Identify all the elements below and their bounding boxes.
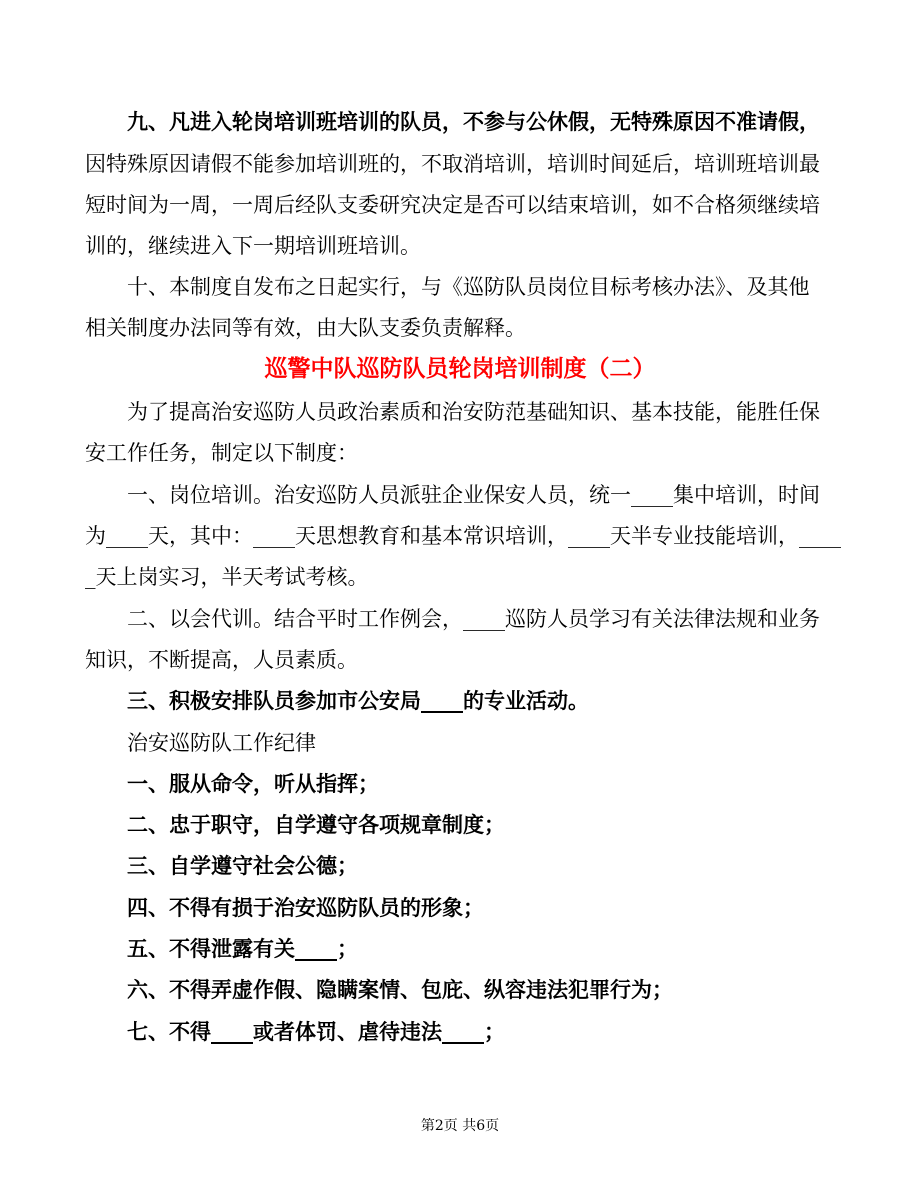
item-one-line-3: _天上岗实习，半天考试考核。 xyxy=(85,565,369,589)
discipline-rule-7: 七、不得____或者体罚、虐待违法____； xyxy=(127,1019,505,1044)
discipline-rule-4: 四、不得有损于治安巡防队员的形象； xyxy=(127,895,484,920)
paragraph-ten-line-2: 相关制度办法同等有效，由大队支委负责解释。 xyxy=(85,316,526,340)
item-one-line-1: 一、岗位培训。治安巡防人员派驻企业保安人员，统一____集中培训，时间 xyxy=(127,483,820,507)
paragraph-nine-line-1: 九、凡进入轮岗培训班培训的队员，不参与公休假，无特殊原因不准请假， xyxy=(127,109,820,134)
discipline-heading: 治安巡防队工作纪律 xyxy=(127,731,316,755)
item-one-line-2: 为____天，其中：____天思想教育和基本常识培训，____天半专业技能培训，____ xyxy=(85,524,841,548)
paragraph-nine-line-4: 训的，继续进入下一期培训班培训。 xyxy=(85,234,421,258)
intro-line-2: 安工作任务，制定以下制度： xyxy=(85,441,358,465)
paragraph-nine-line-3: 短时间为一周，一周后经队支委研究决定是否可以结束培训，如不合格须继续培 xyxy=(85,193,820,217)
discipline-rule-3: 三、自学遵守社会公德； xyxy=(127,853,358,878)
item-two-line-1: 二、以会代训。结合平时工作例会，____巡防人员学习有关法律法规和业务 xyxy=(127,607,820,631)
item-two-line-2: 知识，不断提高，人员素质。 xyxy=(85,648,358,672)
section-title: 巡警中队巡防队员轮岗培训制度（二） xyxy=(264,355,656,382)
page-number: 第2页 共6页 xyxy=(420,1118,500,1134)
intro-line-1: 为了提高治安巡防人员政治素质和治安防范基础知识、基本技能，能胜任保 xyxy=(127,400,820,424)
discipline-rule-2: 二、忠于职守，自学遵守各项规章制度； xyxy=(127,812,505,837)
discipline-rule-5: 五、不得泄露有关____； xyxy=(127,936,358,961)
discipline-rule-1: 一、服从命令，听从指挥； xyxy=(127,771,379,796)
discipline-rule-6: 六、不得弄虚作假、隐瞒案情、包庇、纵容违法犯罪行为； xyxy=(127,977,673,1002)
item-three: 三、积极安排队员参加市公安局____的专业活动。 xyxy=(127,688,589,713)
paragraph-ten-line-1: 十、本制度自发布之日起实行，与《巡防队员岗位目标考核办法》、及其他 xyxy=(127,275,810,299)
paragraph-nine-line-2: 因特殊原因请假不能参加培训班的，不取消培训，培训时间延后，培训班培训最 xyxy=(85,152,820,176)
